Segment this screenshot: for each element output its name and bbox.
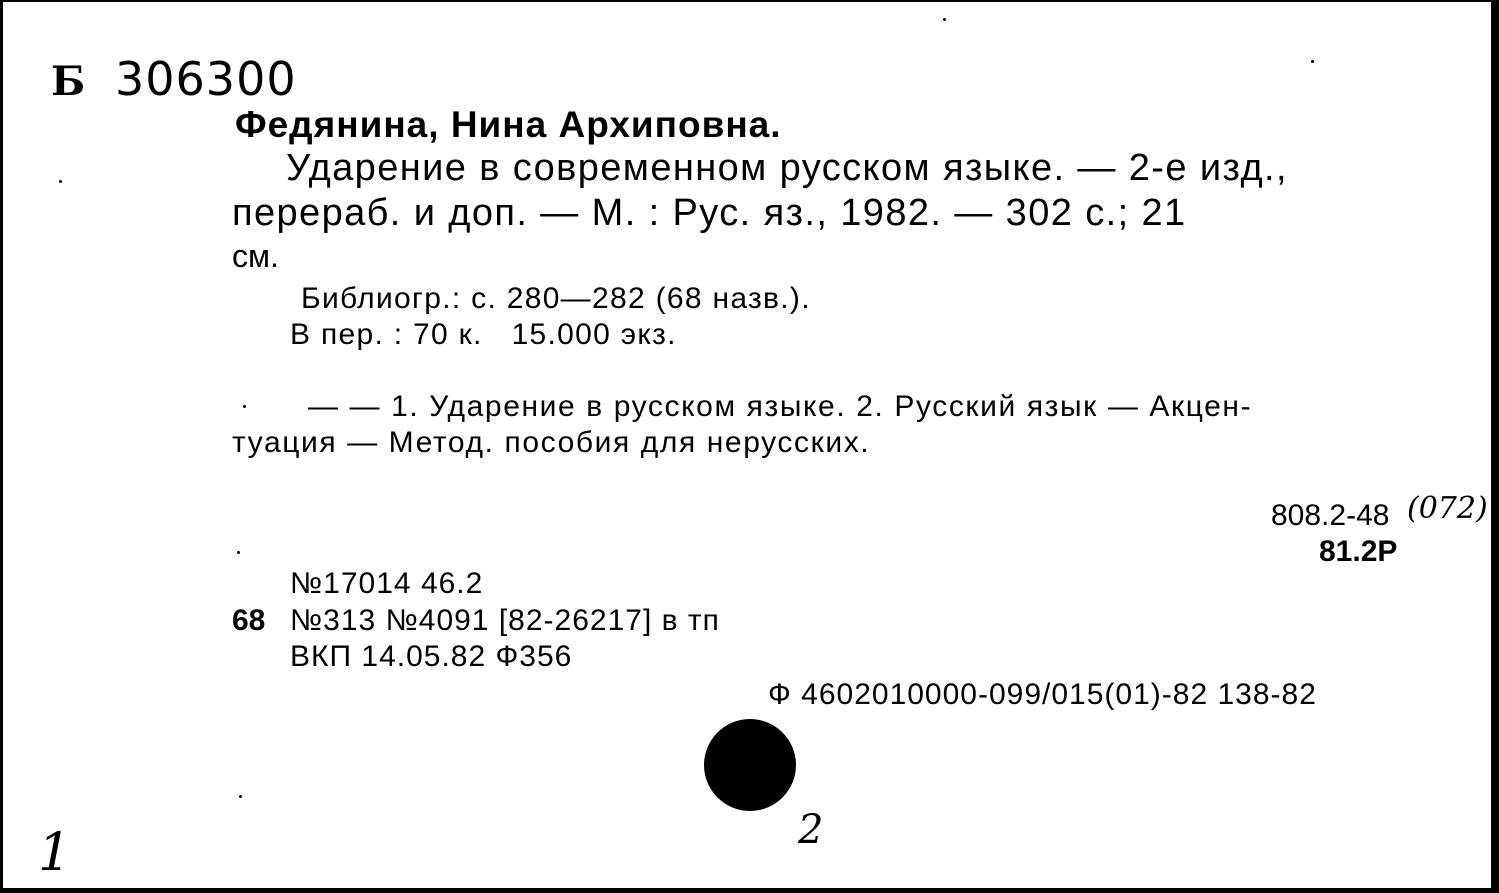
price-note: В пер. : 70 к. 15.000 экз. [290, 318, 677, 351]
title-line-2: перераб. и доп. — М. : Рус. яз., 1982. — 302 с.; 21 [232, 192, 1187, 234]
stamp-number: 306300 [115, 52, 297, 106]
subjects-line-1: — — 1. Ударение в русском языке. 2. Русский язык — Акцен- [308, 390, 1253, 423]
handwritten-left-mark: 1 [38, 823, 72, 883]
number-line-3: ВКП 14.05.82 Ф356 [290, 640, 573, 673]
class-code-2: 81.2Р [1319, 535, 1398, 568]
number-line-2: №313 №4091 [82-26217] в тп [290, 604, 720, 637]
speck [237, 551, 240, 554]
subjects-line-2: туация — Метод. пособия для нерусских. [232, 426, 871, 459]
author-heading: Федянина, Нина Архиповна. [235, 104, 782, 145]
handwritten-class-note: (072) [1407, 491, 1488, 526]
handwritten-bottom-mark: 2 [798, 807, 824, 853]
speck [59, 180, 62, 183]
bibliography-note: Библиогр.: с. 280—282 (68 назв.). [301, 282, 811, 315]
number-line-2-lead: 68 [232, 604, 266, 637]
speck [1311, 60, 1314, 63]
number-line-4: Ф 4602010000-099/015(01)-82 138-82 [768, 678, 1317, 711]
title-line-3: см. [232, 238, 279, 274]
number-line-1: №17014 46.2 [290, 567, 484, 600]
title-line-1: Ударение в современном русском языке. — 2-е изд., [286, 147, 1288, 189]
speck [239, 795, 242, 798]
stamp-letter: Б [51, 58, 86, 105]
speck [243, 405, 246, 408]
punch-hole [704, 719, 796, 811]
class-code-1: 808.2-48 [1271, 499, 1390, 532]
speck [943, 18, 946, 21]
